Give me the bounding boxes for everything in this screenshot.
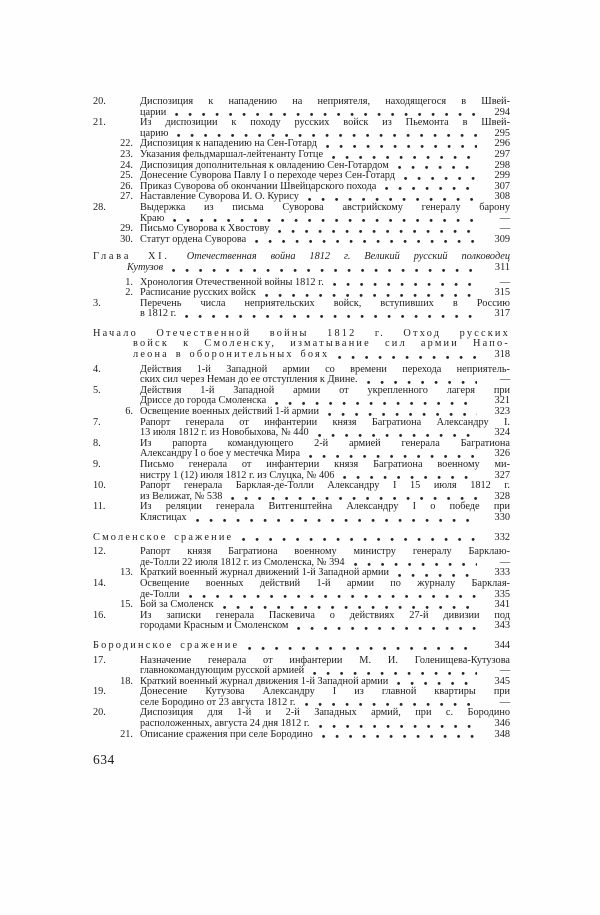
toc-entry [93,97,510,118]
entry-text: Расписание русских войск [140,287,256,299]
section-heading-text: леона в оборонительных боях [133,349,330,361]
entry-number: 10. [93,480,106,492]
entry-page-number: 324 [494,427,510,439]
entry-page-number: 344 [494,639,510,651]
entry-number: 27. [120,191,133,203]
toc-line [93,309,510,320]
entry-page-number: 296 [494,138,510,150]
entry-number: 1. [125,276,133,288]
entry-text: ских сил через Неман до ее отступления к Двине. [140,374,358,386]
toc-section-heading [93,329,510,361]
toc-line [93,150,510,161]
entry-text: Диспозиция для 1-й и 2-й Западных армий, при с. Бородино [140,707,510,719]
entry-page-number: 346 [494,718,510,730]
toc-entry [93,708,510,729]
dot-leader [172,268,477,273]
entry-text: Освещение военных действий 1-й армии [140,406,319,418]
dot-leader [313,671,477,676]
entry-text: де-Толли 22 июля 1812 г. из Смоленска, № 394 [140,556,345,568]
dot-leader [185,314,477,319]
toc-entries-group [93,97,510,245]
page-folio: 634 [93,752,115,768]
entry-text: Донесение Кутузова Александру I из главной квартиры при [140,686,510,698]
entry-page-number: 332 [494,531,510,543]
entry-page-number: 327 [494,469,510,481]
dot-leader [333,282,477,287]
entry-page-number: 341 [494,599,510,611]
entry-text: Рапорт князя Багратиона военному министру генералу Барклаю- [140,546,510,558]
entry-page-number: — [499,665,510,677]
entry-text: в 1812 г. [140,308,177,320]
chapter-label: Глава XI. [93,251,170,263]
entry-text: Описание сражения при селе Бородино [140,728,313,740]
entry-number: 20. [93,707,106,719]
entry-text: Из рапорта командующего 2-й армией генерала Багратиона [140,437,510,449]
toc-entry [93,386,510,407]
entry-page-number: 311 [494,261,510,273]
entry-number: 8. [93,437,101,449]
entry-page-number: 348 [494,728,510,740]
section-heading-text: Смоленское сражение [93,531,234,543]
toc-entry [93,460,510,481]
entry-text: Письмо Суворова к Хвостову [140,223,270,235]
entry-text: Из реляции генерала Витгенштейна Александру I о победе при [140,501,510,513]
entry-text: Донесение Суворова Павлу I о переходе через Сен-Готард [140,170,396,182]
dot-leader [278,229,477,234]
entry-page-number: 318 [494,349,510,361]
entry-page-number: 295 [494,127,510,139]
toc-entries-group [93,547,510,632]
entry-text: Хронология Отечественной войны 1812 г. [140,276,324,288]
entry-number: 20. [93,96,106,107]
entry-number: 21. [120,728,133,740]
entry-number: 12. [93,546,106,558]
dot-leader [326,144,477,149]
entry-text: городами Красным и Смоленском [140,620,289,632]
entry-number: 15. [120,599,133,611]
toc-line [93,97,510,108]
entry-text: главнокомандующим русской армией [140,665,305,677]
toc-entry [93,481,510,502]
entry-number: 25. [120,170,133,182]
toc-line [93,513,510,524]
toc-entry [93,547,510,568]
dot-leader [398,165,477,170]
entry-number: 24. [120,159,133,171]
chapter-title: Отечественная война 1812 г. Великий русский полководец [186,251,511,263]
toc-entry [93,687,510,708]
entry-number: 19. [93,686,106,698]
toc-entry [93,611,510,632]
toc-line [93,460,510,471]
toc-entry [93,730,510,741]
entry-text: Приказ Суворова об окончании Швейцарского похода [140,180,377,192]
entry-text: из Велижат, № 538 [140,490,223,502]
entry-page-number: 321 [494,395,510,407]
entry-page-number: — [499,556,510,568]
entry-page-number: 326 [494,448,510,460]
toc-entry [93,502,510,523]
toc-line [93,235,510,246]
entry-page-number: 297 [494,148,510,160]
entry-text: Александру I о бое у местечка Мира [140,448,301,460]
entry-text: Краю [140,212,165,224]
entry-number: 21. [93,117,106,129]
entry-page-number: 317 [494,308,510,320]
entry-number: 9. [93,459,101,470]
entry-page-number: 294 [494,106,510,118]
entry-number: 17. [93,654,106,666]
entry-number: 23. [120,148,133,160]
entry-text: Статут ордена Суворова [140,233,247,245]
entry-page-number: — [499,212,510,224]
entry-number: 7. [93,416,101,428]
entry-text: Из записки генерала Паскевича о действиях 27-й дивизии под [140,609,510,621]
entry-number: 5. [93,384,101,396]
section-heading-text: Бородинское сражение [93,639,240,651]
entry-number: 11. [93,501,106,513]
entry-number: 6. [125,406,133,418]
entry-page-number: 308 [494,191,510,203]
entry-text: Бой за Смоленск [140,599,214,611]
entry-text: Диспозиция к нападению на неприятеля, находящегося в Швей- [140,96,510,107]
entry-page-number: — [499,696,510,708]
dot-leader [242,537,477,542]
dot-leader [196,518,477,523]
entry-number: 3. [93,297,101,309]
toc-section-heading [93,641,510,652]
dot-leader [319,724,477,729]
entry-text: нистру 1 (12) июля 1812 г. из Слуцка, № 406 [140,469,335,481]
entry-text: Письмо генерала от инфантерии князя Багратиона военному ми- [140,459,510,470]
entry-page-number: — [499,276,510,288]
entry-text: Действия 1-й Западной армии от укрепленного лагеря при [140,384,510,396]
entry-page-number: 330 [494,511,510,523]
toc-line [93,203,510,214]
entry-page-number: 309 [494,233,510,245]
entry-text: Рапорт генерала Барклая-де-Толли Александру I 15 июля 1812 г. [140,480,510,492]
entry-text: Перечень числа неприятельских войск, вступивших в Россию [140,297,510,309]
entry-text: Выдержка из письма Суворова австрийскому генералу барону [140,201,510,213]
entry-text: Наставление Суворова И. О. Курису [140,191,299,203]
toc-entry [93,299,510,320]
dot-leader [189,594,477,599]
entry-page-number: 315 [494,287,510,299]
dot-leader [385,186,477,191]
toc-entry [93,365,510,386]
toc-entry [93,418,510,439]
entry-page-number: 345 [494,675,510,687]
dot-leader [404,176,477,181]
entry-page-number: — [499,223,510,235]
entry-text: де-Толли [140,588,180,600]
entry-text: Указания фельдмаршал-лейтенанту Готце [140,148,324,160]
entry-number: 4. [93,363,101,375]
entry-text: селе Бородино от 23 августа 1812 г. [140,696,296,708]
entry-page-number: 335 [494,588,510,600]
toc-entries-group [93,365,510,524]
entry-text: Действия 1-й Западной армии со времени перехода неприятель- [140,363,510,375]
toc-entry [93,150,510,161]
dot-leader [322,734,477,739]
entry-text: Диспозиция к нападению на Сен-Готард [140,138,318,150]
toc-line [93,730,510,741]
toc-entries-group [93,278,510,320]
entry-number: 28. [93,201,106,213]
entry-text: Диспозиция дополнительная к овладению Сен-Готардом [140,159,389,171]
section-heading-line [93,350,510,361]
entry-page-number: 299 [494,170,510,182]
section-heading-text: войск к Смоленску, изматывание сил армии Напо- [133,338,510,350]
entry-text: Краткий военный журнал движений 1-й Западной армии [140,567,390,579]
entry-page-number: 323 [494,406,510,418]
entry-page-number: — [499,374,510,386]
toc-line [93,621,510,632]
entry-number: 14. [93,577,106,589]
entry-number: 29. [120,223,133,235]
entry-number: 26. [120,180,133,192]
chapter-title: Кутузов [127,261,164,273]
toc-section-heading [93,533,510,544]
dot-leader [255,239,477,244]
entry-text: Рапорт генерала от инфантерии князя Багратиона Александру I. [140,416,510,428]
entry-number: 2. [125,287,133,299]
entry-page-number: 328 [494,490,510,502]
toc-entries-group [93,656,510,741]
entry-page-number: 333 [494,567,510,579]
dot-leader [297,626,477,631]
entry-number: 22. [120,138,133,150]
toc-entry [93,118,510,139]
toc-entry [93,439,510,460]
entry-text: царии [140,106,167,118]
dot-leader [332,155,477,160]
entry-page-number: 307 [494,180,510,192]
entry-text: Из диспозиции к походу русских войск из Пьемонта в Швей- [140,117,510,129]
entry-page-number: 298 [494,159,510,171]
entry-page-number: 343 [494,620,510,632]
entry-text: Краткий военный журнал движения 1-й Западной армии [140,675,389,687]
table-of-contents [93,97,510,740]
entry-text: расположенных, августа 24 дня 1812 г. [140,718,310,730]
section-heading-line [93,641,510,652]
toc-entry [93,579,510,600]
toc-entry [93,235,510,246]
entry-number: 13. [120,567,133,579]
dot-leader [338,355,477,360]
chapter-heading-line [93,263,510,274]
entry-text: Назначение генерала от инфантерии М. И. Голенищева-Кутузова [140,654,510,666]
section-heading-line [93,533,510,544]
toc-line [93,579,510,590]
entry-number: 16. [93,609,106,621]
entry-text: царию [140,127,169,139]
entry-text: Дриссе до города Смоленска [140,395,267,407]
toc-entry [93,203,510,224]
toc-entry [93,656,510,677]
section-heading-text: Начало Отечественной войны 1812 г. Отход русских [93,327,510,339]
toc-chapter-heading [93,252,510,273]
entry-number: 18. [120,675,133,687]
entry-text: Клястицах [140,511,187,523]
entry-number: 30. [120,233,133,245]
entry-text: Освещение военных действий 1-й армии по журналу Барклая- [140,577,510,589]
entry-text: 13 июля 1812 г. из Новобыхова, № 440 [140,427,309,439]
dot-leader [248,646,477,651]
